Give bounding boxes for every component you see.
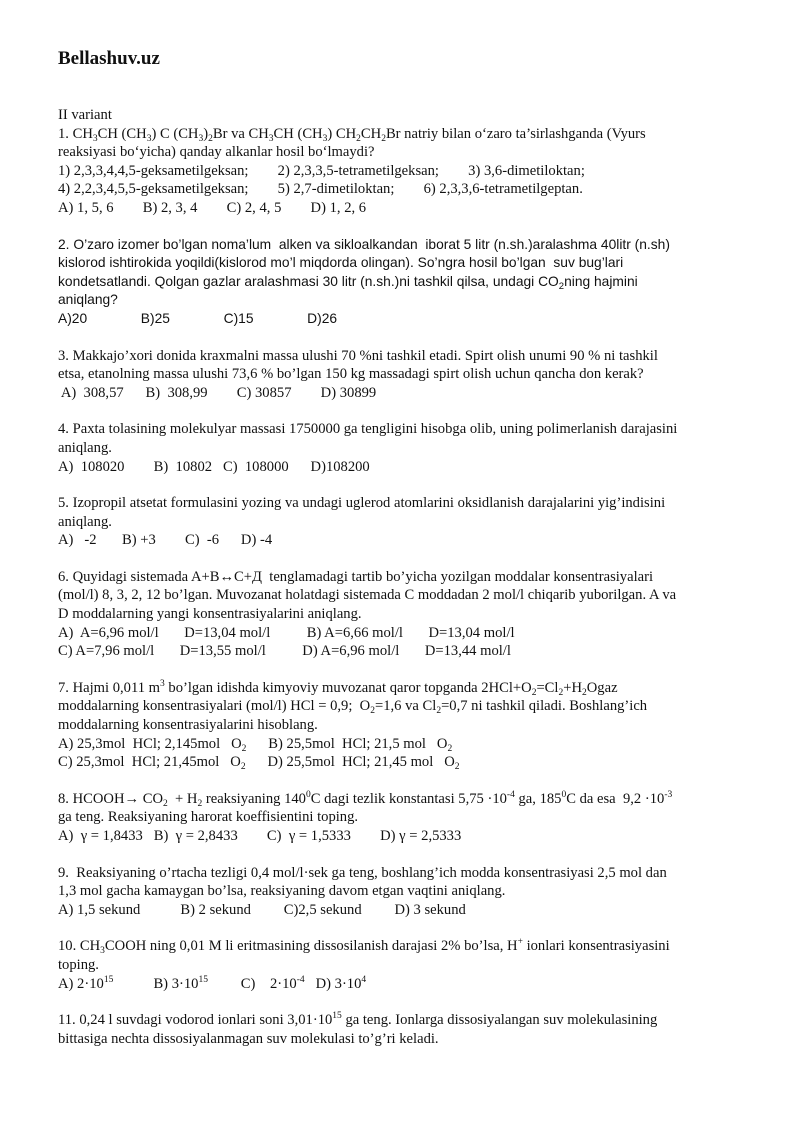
question-3 [58, 347, 748, 403]
question-2-line-3: kondetsatlandi. Qolgan gazlar aralashmasi 30 litr (n.sh.)ni tashkil qilsa, undagi $CO_2ning$ hajmini [58, 273, 638, 292]
question-1-line-5: A) 1, 5, 6 B) 2, 3, 4 C) 2, 4, 5 D) 1, 2, 6 [58, 199, 367, 216]
question-list [58, 125, 748, 1049]
question-11-line-1: 11. 0,24 l suvdagi vodorod ionlari soni $3,01\cdot 10^{15}$ ga teng. Ionlarga dissosiyalangan suv molekulasining [58, 1011, 658, 1029]
question-4-line-1: 4. Paxta tolasining molekulyar massasi 1750000 ga tengligini hisobga olib, uning polimerlanish darajasini [58, 421, 678, 438]
question-9-line-3: A) 1,5 sekund B) 2 sekund C)2,5 sekund D) 3 sekund [58, 901, 466, 918]
question-1-line-3: 1) 2,3,3,4,4,5-geksametilgeksan; 2) 2,3,3,5-tetrametilgeksan; 3) 3,6-dimetiloktan; [58, 162, 585, 179]
question-10-line-3: A) $2\cdot 10^{15}$ B) $3\cdot 10^{15}$ C) $2\cdot 10^{-4}$ D) $3\cdot 10^4$ [58, 974, 367, 992]
question-2-line-1: 2. O’zaro izomer bo’lgan noma’lum alken va sikloalkandan iborat 5 litr (n.sh.)aralashma 40litr (n.sh) [58, 236, 670, 252]
question-3-line-3: A) 308,57 B) 308,99 C) 30857 D) 30899 [58, 384, 377, 401]
question-8 [58, 790, 748, 846]
question-9-line-1: 9. Reaksiyaning o’rtacha tezligi 0,4 mol/l·sek ga teng, boshlang’ich modda konsentrasiyasi 2,5 mol dan [58, 864, 667, 881]
question-8-line-1: 8. HCOOH→ $CO_2 + H_2$ reaksiyaning $140^0C$ dagi tezlik konstantasi $5,75 \cdot 10^{-4}$ ga, $185^0C$ da esa $9,2 \cdot 10^{-3}$ [58, 789, 673, 809]
question-10-line-2: toping. [58, 956, 99, 973]
question-9-line-2: 1,3 mol gacha kamaygan bo’lsa, reaksiyaning davom etgan vaqtini aniqlang. [58, 883, 506, 900]
question-4 [58, 420, 748, 476]
question-8-line-2: ga teng. Reaksiyaning harorat koeffisientini toping. [58, 809, 359, 826]
question-6-line-5: C) A=7,96 mol/l D=13,55 mol/l D) A=6,96 mol/l D=13,44 mol/l [58, 643, 511, 660]
question-7-line-4: A) 25,3mol HCl; 2,145mol $O_2$ B) 25,5mol HCl; 21,5 mol $O_2$ [58, 735, 453, 754]
question-2-line-2: kislorod ishtirokida yoqildi(kislorod mo’l miqdorda olingan). So’ngra hosil bo’lgan suv bug’lari [58, 255, 624, 271]
question-7-line-5: C) 25,3mol HCl; 21,45mol $O_2$ D) 25,5mol HCl; 21,45 mol $O_2$ [58, 754, 460, 773]
question-3-line-2: etsa, etanolning massa ulushi 73,6 % bo’lgan 150 kg massadagi spirt olish uchun qancha don kerak? [58, 366, 644, 383]
question-3-line-1: 3. Makkajo’xori donida kraxmalni massa ulushi 70 %ni tashkil etadi. Spirt olish unumi 90 % ni tashkil [58, 347, 658, 364]
question-4-line-2: aniqlang. [58, 439, 112, 456]
question-10 [58, 937, 748, 993]
question-7-line-3: moddalarning konsentrasiyalarini hisoblang. [58, 717, 318, 734]
question-10-line-1: 10. $CH_3COOH$ ning 0,01 M li eritmasining dissosilanish darajasi 2% bo’lsa, H+ ionlari konsentrasiyasini [58, 937, 670, 957]
question-11-line-2: bittasiga nechta dissosiyalanmagan suv molekulasi to’g’ri keladi. [58, 1030, 439, 1047]
question-1 [58, 125, 748, 218]
question-5-line-1: 5. Izopropil atsetat formulasini yozing va undagi uglerod atomlarini oksidlanish darajalarini yig’indisini [58, 495, 666, 512]
question-5 [58, 494, 748, 550]
question-5-line-2: aniqlang. [58, 513, 112, 530]
question-4-line-3: A) 108020 B) 10802 C) 108000 D)108200 [58, 458, 370, 475]
question-7 [58, 679, 748, 772]
question-6-line-2: (mol/l) 8, 3, 2, 12 bo’lgan. Muvozanat holatdagi sistemada C moddadan 2 mol/l chiqarib yuborilgan. A va [58, 587, 677, 604]
question-11 [58, 1011, 748, 1048]
question-7-line-1: 7. Hajmi 0,011 $m^3$ bo’lgan idishda kimyoviy muvozanat qaror topganda $2HCl+O_2=Cl_2+H_2Ogaz$ [58, 678, 618, 698]
question-6-line-3: D moddalarning yangi konsentrasiyalarini aniqlang. [58, 606, 362, 623]
question-2 [58, 236, 748, 329]
question-1-line-1: 1. $CH_3CH$ $(CH_3)$ C $(CH_3)_2Br$ va $CH_3CH$ $(CH_3)$ $CH_2CH_2Br$ natriy bilan o‘zaro ta’sirlashganda (Vyurs [58, 125, 646, 144]
question-1-line-4: 4) 2,2,3,4,5,5-geksametilgeksan; 5) 2,7-dimetiloktan; 6) 2,3,3,6-tetrametilgeptan. [58, 181, 583, 198]
document-page [58, 48, 748, 1066]
question-6-line-4: A) A=6,96 mol/l D=13,04 mol/l B) A=6,66 mol/l D=13,04 mol/l [58, 624, 515, 641]
question-2-line-5: A)20 B)25 C)15 D)26 [58, 310, 338, 326]
variant-heading: II variant [58, 107, 112, 123]
question-8-line-3: A) γ = 1,8433 B) γ = 2,8433 C) γ = 1,5333 D) γ = 2,5333 [58, 828, 462, 844]
question-6-line-1: 6. Quyidagi sistemada A+B↔C+Д tenglamadagi tartib bo’yicha yozilgan moddalar konsentrasiyalari [58, 568, 654, 585]
question-2-line-4: aniqlang? [58, 292, 118, 308]
question-5-line-3: A) -2 B) +3 C) -6 D) -4 [58, 532, 273, 549]
question-1-line-2: reaksiyasi bo‘yicha) qanday alkanlar hosil bo‘lmaydi? [58, 144, 375, 161]
question-6 [58, 568, 748, 661]
question-9 [58, 864, 748, 920]
site-title: Bellashuv.uz [58, 48, 160, 69]
question-7-line-2: moddalarning konsentrasiyalari (mol/l) HCl = 0,9; $O_2=1,6$ va $Cl_2=0,7$ ni tashkil qiladi. Boshlang’ich [58, 698, 648, 717]
